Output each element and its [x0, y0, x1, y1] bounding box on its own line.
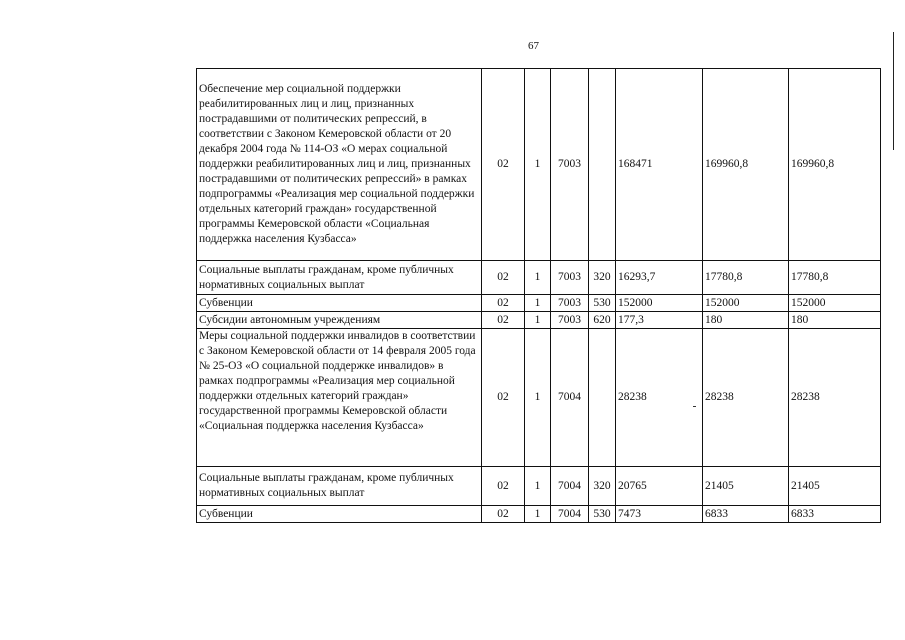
row-type: 530 — [589, 506, 616, 523]
row-section: 02 — [482, 506, 525, 523]
row-target: 7004 — [551, 467, 589, 506]
row-target: 7003 — [551, 69, 589, 261]
row-year1: 168471 — [616, 69, 703, 261]
table-row — [197, 295, 881, 312]
row-year3: 28238 — [789, 329, 881, 467]
row-name: Меры социальной поддержки инвалидов в соответствии с Законом Кемеровской области от 14 февраля 2005 года № 25-ОЗ «О социальной поддержке инвалидов» в рамках подпрограммы «Реализация мер социальной поддержки отдельных категорий граждан» государственной программы Кемеровской области «Социальная поддержка населения Кузбасса» — [197, 329, 482, 467]
row-subprogram: 1 — [525, 261, 551, 295]
row-year3: 6833 — [789, 506, 881, 523]
table-row — [197, 261, 881, 295]
row-name: Социальные выплаты гражданам, кроме публичных нормативных социальных выплат — [197, 261, 482, 295]
budget-table — [196, 68, 881, 523]
table-row — [197, 312, 881, 329]
row-section: 02 — [482, 69, 525, 261]
table-row — [197, 69, 881, 261]
row-year3: 169960,8 — [789, 69, 881, 261]
row-name: Субвенции — [197, 506, 482, 523]
row-year1: 20765 — [616, 467, 703, 506]
row-year2: 169960,8 — [703, 69, 789, 261]
page-number: 67 — [528, 40, 539, 52]
row-year3: 21405 — [789, 467, 881, 506]
row-subprogram: 1 — [525, 329, 551, 467]
row-target: 7004 — [551, 329, 589, 467]
row-year2: 21405 — [703, 467, 789, 506]
row-section: 02 — [482, 329, 525, 467]
row-year3: 152000 — [789, 295, 881, 312]
row-subprogram: 1 — [525, 467, 551, 506]
row-year1: 152000 — [616, 295, 703, 312]
row-type — [589, 69, 616, 261]
row-year1: 16293,7 — [616, 261, 703, 295]
row-section: 02 — [482, 312, 525, 329]
row-type — [589, 329, 616, 467]
row-target: 7003 — [551, 261, 589, 295]
row-section: 02 — [482, 467, 525, 506]
row-target: 7003 — [551, 312, 589, 329]
row-section: 02 — [482, 261, 525, 295]
table-row — [197, 506, 881, 523]
row-year2: 180 — [703, 312, 789, 329]
row-type: 320 — [589, 467, 616, 506]
row-section: 02 — [482, 295, 525, 312]
row-year2: 28238 — [703, 329, 789, 467]
row-type: 320 — [589, 261, 616, 295]
row-target: 7004 — [551, 506, 589, 523]
row-name: Социальные выплаты гражданам, кроме публичных нормативных социальных выплат — [197, 467, 482, 506]
row-year3: 17780,8 — [789, 261, 881, 295]
row-year2: 17780,8 — [703, 261, 789, 295]
row-year1: 7473 — [616, 506, 703, 523]
row-year3: 180 — [789, 312, 881, 329]
table-row — [197, 467, 881, 506]
row-subprogram: 1 — [525, 69, 551, 261]
row-year1: 28238 — [616, 329, 703, 467]
row-year2: 6833 — [703, 506, 789, 523]
scan-edge-mark — [893, 32, 894, 150]
row-subprogram: 1 — [525, 506, 551, 523]
row-type: 530 — [589, 295, 616, 312]
row-year2: 152000 — [703, 295, 789, 312]
row-year1: 177,3 — [616, 312, 703, 329]
row-name: Обеспечение мер социальной поддержки реабилитированных лиц и лиц, признанных пострадавшими от политических репрессий, в соответствии с Законом Кемеровской области от 20 декабря 2004 года № 114-ОЗ «О мерах социальной поддержки реабилитированных лиц и лиц, признанных пострадавшими от политических репрессий» в рамках подпрограммы «Реализация мер социальной поддержки отдельных категорий граждан» государственной программы Кемеровской области «Социальная поддержка населения Кузбасса» — [197, 69, 482, 261]
row-name: Субвенции — [197, 295, 482, 312]
row-subprogram: 1 — [525, 312, 551, 329]
row-subprogram: 1 — [525, 295, 551, 312]
row-type: 620 — [589, 312, 616, 329]
row-target: 7003 — [551, 295, 589, 312]
row-name: Субсидии автономным учреждениям — [197, 312, 482, 329]
table-row — [197, 329, 881, 467]
